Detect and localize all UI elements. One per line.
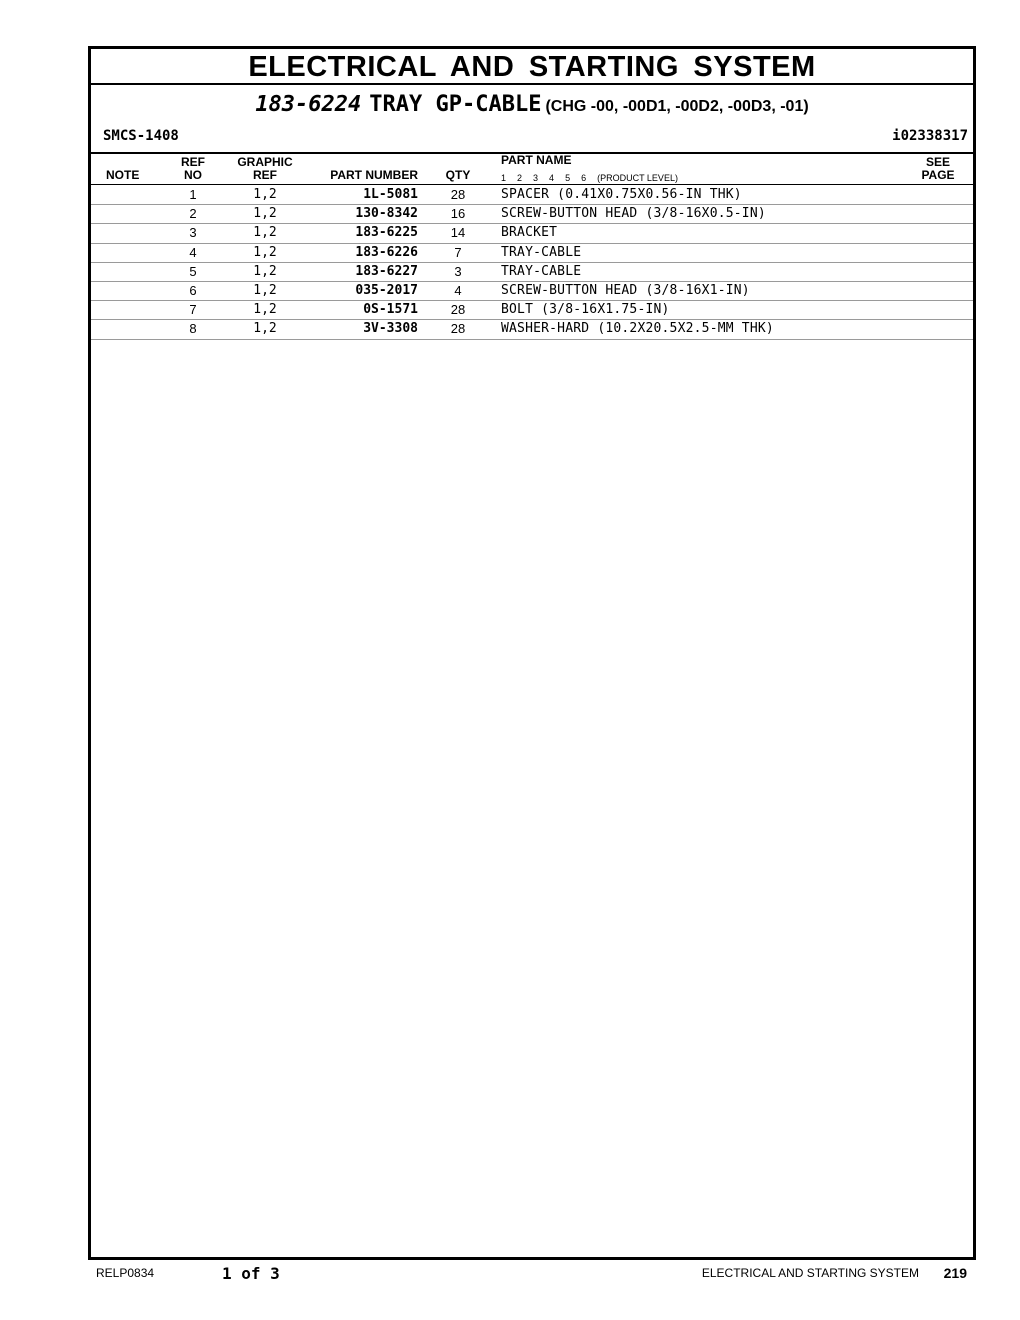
graphic-ref: 1,2 <box>253 206 277 222</box>
part-name: WASHER-HARD (10.2X20.5X2.5-MM THK) <box>501 321 774 337</box>
ref-no: 6 <box>189 282 197 298</box>
ref-no: 7 <box>189 302 197 318</box>
part-number: 035-2017 <box>355 282 418 298</box>
ref-no: 2 <box>189 206 197 222</box>
product-levels <box>501 173 689 183</box>
graphic-ref: 1,2 <box>253 321 277 337</box>
part-name: SCREW-BUTTON HEAD (3/8-16X0.5-IN) <box>501 206 766 222</box>
quantity: 28 <box>450 302 466 318</box>
quantity: 16 <box>450 206 466 222</box>
ref-no: 3 <box>189 225 197 241</box>
part-number: 130-8342 <box>355 206 418 222</box>
smcs-code: SMCS-1408 <box>103 128 179 144</box>
table-row <box>91 224 973 243</box>
part-name: SPACER (0.41X0.75X0.56-IN THK) <box>501 187 742 202</box>
part-name: BRACKET <box>501 225 558 241</box>
footer-page-number: 219 <box>943 1265 967 1281</box>
part-number: 3V-3308 <box>363 321 418 337</box>
table-row <box>91 301 973 320</box>
graphic-ref: 1,2 <box>253 187 277 202</box>
part-number: 183-6227 <box>355 263 418 279</box>
col-graphic-top: GRAPHIC <box>237 155 293 169</box>
part-number: 183-6225 <box>355 225 418 241</box>
illustration-id: i02338317 <box>892 128 968 144</box>
col-ref-top: REF <box>181 155 205 169</box>
quantity: 7 <box>454 244 462 260</box>
product-level-3: 3 <box>533 173 539 183</box>
col-qty: QTY <box>445 168 471 182</box>
part-name: SCREW-BUTTON HEAD (3/8-16X1-IN) <box>501 282 750 298</box>
product-level-5: 5 <box>565 173 571 183</box>
graphic-ref: 1,2 <box>253 282 277 298</box>
table-row <box>91 320 973 339</box>
group-part-number: 183-6224 <box>255 92 362 117</box>
graphic-ref: 1,2 <box>253 302 277 318</box>
group-chg: (CHG -00, -00D1, -00D2, -00D3, -01) <box>545 98 809 115</box>
group-heading <box>91 92 973 117</box>
col-part-name: PART NAME <box>501 153 572 167</box>
part-number: 1L-5081 <box>363 187 418 202</box>
quantity: 4 <box>454 282 462 298</box>
quantity: 28 <box>450 321 466 337</box>
product-level-6: 6 <box>581 173 587 183</box>
part-number: 0S-1571 <box>363 302 418 318</box>
table-row <box>91 244 973 263</box>
product-level-1: 1 <box>501 173 507 183</box>
page-frame <box>88 46 976 1260</box>
part-name: BOLT (3/8-16X1.75-IN) <box>501 302 670 318</box>
col-part-number: PART NUMBER <box>330 168 418 182</box>
graphic-ref: 1,2 <box>253 244 277 260</box>
col-graphic-bottom: REF <box>253 168 277 182</box>
table-row <box>91 263 973 282</box>
parts-table <box>91 186 973 340</box>
col-ref-bottom: NO <box>184 168 202 182</box>
footer-doc-id: RELP0834 <box>96 1266 155 1280</box>
col-note: NOTE <box>106 168 140 182</box>
quantity: 14 <box>450 225 466 241</box>
quantity: 28 <box>450 187 466 202</box>
product-level-label: (PRODUCT LEVEL) <box>597 173 678 183</box>
table-row <box>91 205 973 224</box>
table-row <box>91 282 973 301</box>
ref-no: 1 <box>189 187 197 202</box>
product-level-4: 4 <box>549 173 555 183</box>
footer-page-of: 1 of 3 <box>222 1264 280 1283</box>
table-row <box>91 186 973 205</box>
table-header-divider <box>91 184 973 185</box>
ref-no: 4 <box>189 244 197 260</box>
ref-no: 8 <box>189 321 197 337</box>
group-name: TRAY GP-CABLE <box>369 92 542 117</box>
footer-section: ELECTRICAL AND STARTING SYSTEM <box>701 1266 919 1280</box>
ref-no: 5 <box>189 263 197 279</box>
col-see-bottom: PAGE <box>921 168 955 182</box>
graphic-ref: 1,2 <box>253 225 277 241</box>
product-level-2: 2 <box>517 173 523 183</box>
graphic-ref: 1,2 <box>253 263 277 279</box>
part-name: TRAY-CABLE <box>501 263 582 279</box>
section-title: ELECTRICAL AND STARTING SYSTEM <box>91 49 973 85</box>
quantity: 3 <box>454 263 462 279</box>
part-name: TRAY-CABLE <box>501 244 582 260</box>
part-number: 183-6226 <box>355 244 418 260</box>
col-see-top: SEE <box>925 155 950 169</box>
